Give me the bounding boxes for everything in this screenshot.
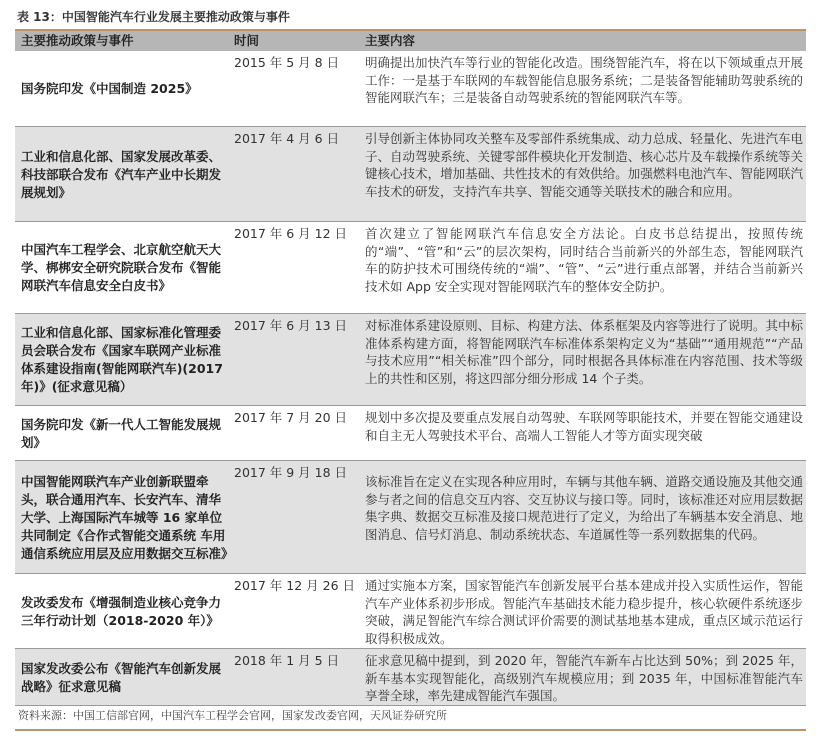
policy-cell [21,649,229,706]
time-cell: 2017 年 9 月 18 日 [234,465,348,480]
time-cell: 2017 年 7 月 20 日 [234,410,348,425]
policy-text: 中国汽车工程学会、北京航空航天大学、梆梆安全研究院联合发布《智能网联汽车信息安全白皮书》 [21,242,222,293]
time-cell: 2017 年 6 月 13 日 [234,318,348,333]
table-row [15,314,806,406]
time-cell: 2017 年 12 月 26 日 [234,578,355,593]
policy-cell [21,461,234,574]
table-row [15,649,806,706]
content-cell: 通过实施本方案，国家智能汽车创新发展平台基本建成并投入实质性运作，智能汽车产业体系初步形成。智能汽车基础技术能力稳步提升，核心软硬件系统逐步突破，满足智能汽车综合测试评价需要的测试基地基本建成，重点区域示范运行取得积极成效。 [365,578,803,646]
policy-text: 发改委发布《增强制造业核心竞争力三年行动计划（2018-2020 年）》 [21,594,222,628]
header-content: 主要内容 [365,33,416,48]
policy-text: 工业和信息化部、国家发展改革委、科技部联合发布《汽车产业中长期发展规划》 [21,148,222,200]
header-policy: 主要推动政策与事件 [21,33,134,48]
policy-cell [21,127,229,222]
table-header [15,31,806,51]
table-row [15,127,806,222]
content-cell: 对标准体系建设原则、目标、构建方法、体系框架及内容等进行了说明。其中标准体系构建方面，将智能网联汽车标准体系架构定义为“基础”“通用规范”“产品与技术应用”“相关标准”四个部分，同时根据各具体标准在内容范围、技术等级上的共性和区别，将这四部分细分形成 14 个子类。 [365,318,803,386]
policy-cell [21,574,229,649]
policy-cell [21,314,229,406]
content-cell: 征求意见稿中提到，到 2020 年，智能汽车新车占比达到 50%；到 2025 年，新车基本实现智能化，高级别汽车规模应用；到 2035 年，中国标准智能汽车享誉全球，率先建成智能汽车强国。 [365,653,803,704]
content-cell: 首次建立了智能网联汽车信息安全方法论。白皮书总结提出，按照传统的“端”、“管”和“云”的层次架构，同时结合当前新兴的外部生态，智能网联汽车的防护技术可围绕传统的“端”、“管”、“云”进行重点部署，并结合当前新兴技术如 App 安全实现对智能网联汽车的整体安全防护。 [365,226,803,294]
time-cell: 2018 年 1 月 5 日 [234,653,340,668]
time-cell: 2017 年 6 月 12 日 [234,226,348,241]
time-cell: 2017 年 4 月 6 日 [234,131,340,146]
table-row [15,406,806,461]
bottom-rule [15,729,806,731]
header-time: 时间 [234,33,260,48]
policy-cell [21,406,229,461]
content-cell: 该标准旨在定义在实现各种应用时，车辆与其他车辆、道路交通设施及其他交通参与者之间的信息交互内容、交互协议与接口等。同时，该标准还对应用层数据集字典、数据交互标准及接口规范进行了定义，为给出了车辆基本安全消息、地图消息、信号灯消息、制动系统状态、车道属性等一系列数据集的代码。 [365,474,803,542]
policy-text: 国家发改委公布《智能汽车创新发展战略》征求意见稿 [21,660,222,694]
time-cell: 2015 年 5 月 8 日 [234,55,340,70]
policy-cell [21,51,229,127]
content-cell: 规划中多次提及要重点发展自动驾驶、车联网等职能技术，并要在智能交通建设和自主无人驾驶技术平台、高端人工智能人才等方面实现突破 [365,410,803,443]
table-row [15,222,806,314]
content-cell: 引导创新主体协同攻关整车及零部件系统集成、动力总成、轻量化、先进汽车电子、自动驾驶系统、关键零部件模块化开发制造、核心芯片及车载操作系统等关键核心技术，增加基础、共性技术的有效供给。加强燃料电池汽车、智能网联汽车技术的研发，支持汽车共享、智能交通等关联技术的融合和应用。 [365,131,803,199]
policy-text: 国务院印发《新一代人工智能发展规划》 [21,416,222,450]
content-cell: 明确提出加快汽车等行业的智能化改造。围绕智能汽车，将在以下领域重点开展工作：一是基于车联网的车载智能信息服务系统；二是装备智能辅助驾驶系统的智能网联汽车；三是装备自动驾驶系统的智能网联汽车等。 [365,55,803,106]
table-row [15,574,806,649]
source-note: 资料来源：中国工信部官网，中国汽车工程学会官网，国家发改委官网，天风证券研究所 [18,709,447,722]
table-title: 表 13：中国智能汽车行业发展主要推动政策与事件 [17,10,290,24]
policy-text: 工业和信息化部、国家标准化管理委员会联合发布《国家车联网产业标准体系建设指南(智能网联汽车)(2017 年)》(征求意见稿） [21,325,223,394]
policy-text: 国务院印发《中国制造 2025》 [21,81,198,96]
table-row [15,461,806,574]
table-row [15,51,806,127]
policy-text: 中国智能网联汽车产业创新联盟牵头，联合通用汽车、长安汽车、清华大学、上海国际汽车城等 16 家单位共同制定《合作式智能交通系统 车用通信系统应用层及应用数据交互标准》 [21,473,234,561]
policy-cell [21,222,229,314]
